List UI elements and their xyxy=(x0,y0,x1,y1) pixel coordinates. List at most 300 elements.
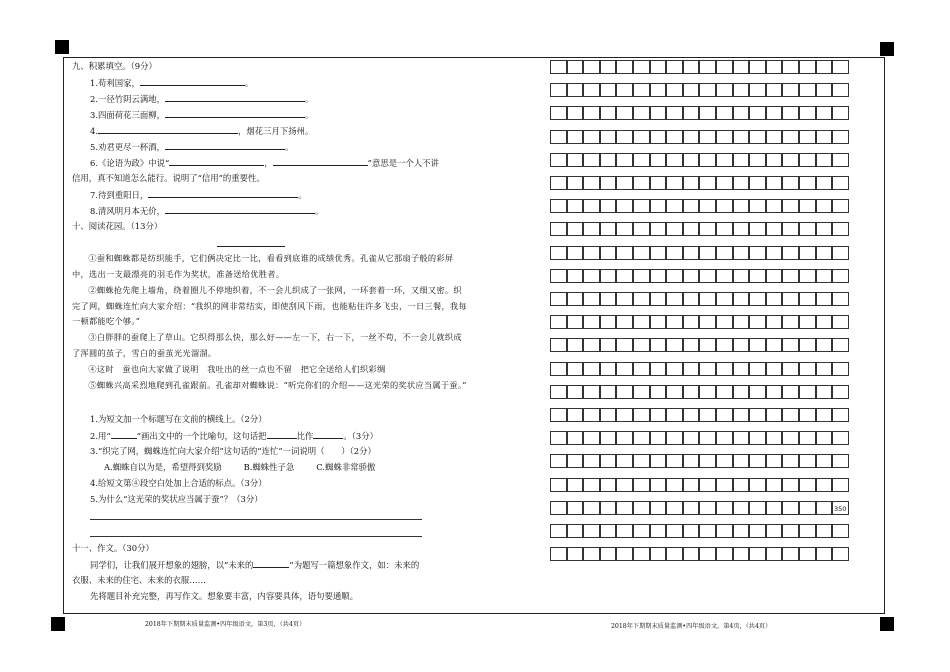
grid-cell[interactable] xyxy=(733,246,750,260)
grid-cell[interactable] xyxy=(616,338,633,352)
grid-cell[interactable] xyxy=(733,385,750,399)
grid-cell[interactable] xyxy=(733,362,750,376)
grid-cell[interactable] xyxy=(766,478,783,492)
grid-cell[interactable] xyxy=(782,176,799,190)
grid-cell[interactable] xyxy=(699,130,716,144)
grid-cell[interactable] xyxy=(782,130,799,144)
grid-cell[interactable] xyxy=(782,199,799,213)
grid-cell[interactable] xyxy=(799,246,816,260)
answer-line-2[interactable] xyxy=(90,536,422,537)
grid-cell[interactable] xyxy=(666,83,683,97)
grid-cell[interactable] xyxy=(799,338,816,352)
grid-cell[interactable] xyxy=(716,362,733,376)
grid-cell[interactable] xyxy=(716,60,733,74)
grid-cell[interactable] xyxy=(600,246,617,260)
grid-cell[interactable] xyxy=(699,176,716,190)
grid-cell[interactable] xyxy=(650,106,667,120)
grid-cell[interactable] xyxy=(716,338,733,352)
grid-cell[interactable] xyxy=(733,106,750,120)
grid-cell[interactable] xyxy=(766,246,783,260)
title-blank-line[interactable] xyxy=(217,235,285,252)
grid-cell[interactable] xyxy=(716,176,733,190)
grid-cell[interactable] xyxy=(650,315,667,329)
grid-cell[interactable] xyxy=(683,385,700,399)
grid-cell[interactable] xyxy=(799,315,816,329)
grid-cell[interactable] xyxy=(567,222,584,236)
grid-cell[interactable] xyxy=(749,547,766,561)
grid-cell[interactable] xyxy=(832,60,849,74)
grid-cell[interactable] xyxy=(550,83,567,97)
grid-cell[interactable] xyxy=(633,501,650,515)
grid-cell[interactable] xyxy=(799,478,816,492)
grid-cell[interactable] xyxy=(716,385,733,399)
grid-cell[interactable] xyxy=(650,246,667,260)
grid-cell[interactable] xyxy=(567,524,584,538)
grid-cell[interactable] xyxy=(832,385,849,399)
grid-cell[interactable] xyxy=(766,408,783,422)
grid-cell[interactable] xyxy=(716,199,733,213)
grid-cell[interactable] xyxy=(766,222,783,236)
grid-cell[interactable] xyxy=(583,222,600,236)
grid-cell[interactable] xyxy=(666,130,683,144)
grid-cell[interactable] xyxy=(567,60,584,74)
grid-cell[interactable] xyxy=(633,199,650,213)
grid-cell[interactable] xyxy=(666,408,683,422)
grid-cell[interactable] xyxy=(816,478,833,492)
grid-cell[interactable] xyxy=(600,408,617,422)
grid-cell[interactable] xyxy=(666,454,683,468)
grid-cell[interactable] xyxy=(567,385,584,399)
grid-cell[interactable] xyxy=(567,547,584,561)
grid-cell[interactable] xyxy=(683,60,700,74)
grid-cell[interactable] xyxy=(616,130,633,144)
grid-cell[interactable] xyxy=(816,222,833,236)
grid-cell[interactable] xyxy=(650,199,667,213)
grid-cell[interactable] xyxy=(716,547,733,561)
grid-cell[interactable] xyxy=(650,338,667,352)
grid-cell[interactable] xyxy=(567,408,584,422)
grid-cell[interactable] xyxy=(600,176,617,190)
grid-cell[interactable] xyxy=(733,222,750,236)
grid-cell[interactable] xyxy=(782,106,799,120)
grid-cell[interactable] xyxy=(799,547,816,561)
grid-cell[interactable] xyxy=(699,362,716,376)
grid-cell[interactable] xyxy=(699,106,716,120)
grid-cell[interactable] xyxy=(550,153,567,167)
grid-cell[interactable] xyxy=(799,501,816,515)
grid-cell[interactable] xyxy=(799,454,816,468)
grid-cell[interactable] xyxy=(699,408,716,422)
grid-cell[interactable] xyxy=(749,362,766,376)
grid-cell[interactable] xyxy=(683,176,700,190)
grid-cell[interactable] xyxy=(583,83,600,97)
grid-cell[interactable] xyxy=(832,547,849,561)
grid-cell[interactable] xyxy=(550,338,567,352)
grid-cell[interactable] xyxy=(583,385,600,399)
grid-cell[interactable] xyxy=(782,292,799,306)
grid-cell[interactable] xyxy=(633,106,650,120)
grid-cell[interactable] xyxy=(683,524,700,538)
grid-cell[interactable] xyxy=(567,269,584,283)
grid-cell[interactable] xyxy=(583,106,600,120)
grid-cell[interactable] xyxy=(749,338,766,352)
grid-cell[interactable] xyxy=(616,106,633,120)
grid-cell[interactable] xyxy=(699,292,716,306)
grid-cell[interactable] xyxy=(633,454,650,468)
grid-cell[interactable] xyxy=(799,385,816,399)
grid-cell[interactable] xyxy=(699,454,716,468)
grid-cell[interactable] xyxy=(633,338,650,352)
grid-cell[interactable] xyxy=(782,222,799,236)
grid-cell[interactable] xyxy=(683,338,700,352)
grid-cell[interactable] xyxy=(666,60,683,74)
grid-cell[interactable] xyxy=(766,269,783,283)
grid-cell[interactable] xyxy=(616,315,633,329)
grid-cell[interactable] xyxy=(733,269,750,283)
grid-cell[interactable] xyxy=(766,130,783,144)
grid-cell[interactable] xyxy=(766,199,783,213)
grid-cell[interactable] xyxy=(782,60,799,74)
grid-cell[interactable] xyxy=(749,478,766,492)
grid-cell[interactable] xyxy=(816,60,833,74)
grid-cell[interactable] xyxy=(733,292,750,306)
answer-blank[interactable] xyxy=(148,186,298,198)
grid-cell[interactable] xyxy=(749,408,766,422)
grid-cell[interactable] xyxy=(799,222,816,236)
grid-cell[interactable] xyxy=(716,269,733,283)
grid-cell[interactable] xyxy=(782,153,799,167)
grid-cell[interactable] xyxy=(633,478,650,492)
grid-cell[interactable] xyxy=(766,83,783,97)
grid-cell[interactable] xyxy=(799,408,816,422)
grid-cell[interactable] xyxy=(616,60,633,74)
grid-cell[interactable] xyxy=(567,315,584,329)
grid-cell[interactable] xyxy=(782,338,799,352)
grid-cell[interactable] xyxy=(799,199,816,213)
grid-cell[interactable] xyxy=(567,176,584,190)
grid-cell[interactable] xyxy=(782,385,799,399)
grid-cell[interactable] xyxy=(749,153,766,167)
grid-cell[interactable] xyxy=(699,246,716,260)
essay-title-blank[interactable] xyxy=(253,556,289,568)
grid-cell[interactable] xyxy=(816,83,833,97)
grid-cell[interactable] xyxy=(799,292,816,306)
grid-cell[interactable] xyxy=(550,501,567,515)
grid-cell[interactable] xyxy=(782,454,799,468)
grid-cell[interactable] xyxy=(683,408,700,422)
grid-cell[interactable] xyxy=(616,83,633,97)
option-c[interactable]: C.蜘蛛非常骄傲 xyxy=(316,462,376,472)
grid-cell[interactable] xyxy=(650,547,667,561)
grid-cell[interactable] xyxy=(567,362,584,376)
grid-cell[interactable] xyxy=(616,501,633,515)
grid-cell[interactable] xyxy=(550,176,567,190)
grid-cell[interactable] xyxy=(583,60,600,74)
grid-cell[interactable] xyxy=(650,83,667,97)
grid-cell[interactable] xyxy=(799,176,816,190)
grid-cell[interactable] xyxy=(699,315,716,329)
grid-cell[interactable] xyxy=(816,431,833,445)
grid-cell[interactable] xyxy=(583,431,600,445)
grid-cell[interactable] xyxy=(699,547,716,561)
grid-cell[interactable] xyxy=(666,431,683,445)
grid-cell[interactable] xyxy=(666,501,683,515)
grid-cell[interactable] xyxy=(666,292,683,306)
grid-cell[interactable] xyxy=(683,501,700,515)
grid-cell[interactable] xyxy=(567,292,584,306)
grid-cell[interactable] xyxy=(666,338,683,352)
grid-cell[interactable] xyxy=(600,106,617,120)
grid-cell[interactable] xyxy=(816,106,833,120)
grid-cell[interactable] xyxy=(583,130,600,144)
grid-cell[interactable] xyxy=(616,478,633,492)
answer-blank[interactable] xyxy=(267,427,297,439)
grid-cell[interactable] xyxy=(600,501,617,515)
grid-cell[interactable] xyxy=(633,547,650,561)
grid-cell[interactable] xyxy=(799,106,816,120)
grid-cell[interactable] xyxy=(766,454,783,468)
grid-cell[interactable] xyxy=(683,454,700,468)
grid-cell[interactable] xyxy=(699,153,716,167)
grid-cell[interactable] xyxy=(567,83,584,97)
grid-cell[interactable] xyxy=(633,292,650,306)
grid-cell[interactable] xyxy=(567,431,584,445)
grid-cell[interactable] xyxy=(799,362,816,376)
grid-cell[interactable] xyxy=(832,199,849,213)
grid-cell[interactable] xyxy=(832,222,849,236)
grid-cell[interactable] xyxy=(799,83,816,97)
grid-cell[interactable] xyxy=(782,431,799,445)
grid-cell[interactable] xyxy=(716,501,733,515)
grid-cell[interactable] xyxy=(782,408,799,422)
grid-cell[interactable] xyxy=(600,60,617,74)
grid-cell[interactable] xyxy=(550,315,567,329)
grid-cell[interactable] xyxy=(683,292,700,306)
grid-cell[interactable] xyxy=(699,478,716,492)
grid-cell[interactable] xyxy=(782,501,799,515)
grid-cell[interactable] xyxy=(583,292,600,306)
grid-cell[interactable] xyxy=(550,106,567,120)
grid-cell[interactable] xyxy=(600,478,617,492)
grid-cell[interactable] xyxy=(699,269,716,283)
grid-cell[interactable] xyxy=(550,385,567,399)
grid-cell[interactable] xyxy=(666,315,683,329)
grid-cell[interactable] xyxy=(816,269,833,283)
grid-cell[interactable] xyxy=(733,524,750,538)
grid-cell[interactable] xyxy=(699,60,716,74)
grid-cell[interactable] xyxy=(832,362,849,376)
grid-cell[interactable] xyxy=(816,246,833,260)
grid-cell[interactable] xyxy=(766,338,783,352)
grid-cell[interactable] xyxy=(567,454,584,468)
grid-cell[interactable] xyxy=(600,292,617,306)
answer-blank[interactable] xyxy=(217,235,285,247)
grid-cell[interactable] xyxy=(699,338,716,352)
grid-cell[interactable] xyxy=(766,547,783,561)
grid-cell[interactable] xyxy=(600,547,617,561)
grid-cell[interactable] xyxy=(699,199,716,213)
grid-cell[interactable] xyxy=(749,246,766,260)
grid-cell[interactable] xyxy=(600,454,617,468)
answer-blank[interactable] xyxy=(165,90,305,102)
grid-cell[interactable] xyxy=(782,547,799,561)
grid-cell[interactable] xyxy=(567,246,584,260)
answer-blank[interactable] xyxy=(140,74,245,86)
grid-cell[interactable] xyxy=(766,501,783,515)
grid-cell[interactable] xyxy=(666,222,683,236)
grid-cell[interactable] xyxy=(749,292,766,306)
grid-cell[interactable] xyxy=(716,246,733,260)
option-b[interactable]: B.蜘蛛性子急 xyxy=(243,462,295,472)
grid-cell[interactable] xyxy=(583,478,600,492)
grid-cell[interactable] xyxy=(683,547,700,561)
grid-cell[interactable] xyxy=(816,176,833,190)
grid-cell[interactable] xyxy=(733,199,750,213)
grid-cell[interactable] xyxy=(716,315,733,329)
grid-cell[interactable] xyxy=(650,269,667,283)
grid-cell[interactable] xyxy=(716,454,733,468)
grid-cell[interactable] xyxy=(832,106,849,120)
answer-blank[interactable] xyxy=(169,154,264,166)
grid-cell[interactable] xyxy=(650,176,667,190)
grid-cell[interactable] xyxy=(749,501,766,515)
grid-cell[interactable] xyxy=(816,199,833,213)
grid-cell[interactable] xyxy=(683,246,700,260)
grid-cell[interactable] xyxy=(633,385,650,399)
grid-cell[interactable] xyxy=(567,153,584,167)
grid-cell[interactable] xyxy=(782,362,799,376)
grid-cell[interactable] xyxy=(650,478,667,492)
grid-cell[interactable] xyxy=(550,199,567,213)
grid-cell[interactable] xyxy=(716,153,733,167)
grid-cell[interactable] xyxy=(766,60,783,74)
answer-blank[interactable] xyxy=(111,427,137,439)
grid-cell[interactable] xyxy=(600,315,617,329)
grid-cell[interactable] xyxy=(816,292,833,306)
grid-cell[interactable] xyxy=(832,83,849,97)
grid-cell[interactable] xyxy=(650,292,667,306)
grid-cell[interactable] xyxy=(633,176,650,190)
grid-cell[interactable] xyxy=(683,431,700,445)
answer-blank[interactable] xyxy=(313,427,343,439)
grid-cell[interactable] xyxy=(666,246,683,260)
grid-cell[interactable] xyxy=(550,292,567,306)
grid-cell[interactable] xyxy=(799,269,816,283)
grid-cell[interactable] xyxy=(716,478,733,492)
grid-cell[interactable] xyxy=(782,246,799,260)
grid-cell[interactable] xyxy=(816,454,833,468)
grid-cell[interactable] xyxy=(600,153,617,167)
grid-cell[interactable] xyxy=(550,408,567,422)
grid-cell[interactable] xyxy=(766,385,783,399)
grid-cell[interactable] xyxy=(816,130,833,144)
grid-cell[interactable] xyxy=(550,478,567,492)
grid-cell[interactable] xyxy=(749,431,766,445)
grid-cell[interactable] xyxy=(733,454,750,468)
grid-cell[interactable] xyxy=(832,408,849,422)
grid-cell[interactable] xyxy=(650,454,667,468)
answer-blank[interactable] xyxy=(273,154,368,166)
grid-cell[interactable] xyxy=(832,269,849,283)
grid-cell[interactable] xyxy=(650,524,667,538)
grid-cell[interactable] xyxy=(633,362,650,376)
grid-cell[interactable] xyxy=(716,408,733,422)
grid-cell[interactable] xyxy=(766,524,783,538)
grid-cell[interactable] xyxy=(749,315,766,329)
grid-cell[interactable] xyxy=(600,199,617,213)
grid-cell[interactable] xyxy=(550,362,567,376)
grid-cell[interactable] xyxy=(666,106,683,120)
grid-cell[interactable] xyxy=(666,385,683,399)
grid-cell[interactable] xyxy=(749,199,766,213)
grid-cell[interactable] xyxy=(716,524,733,538)
grid-cell[interactable] xyxy=(600,524,617,538)
grid-cell[interactable] xyxy=(832,338,849,352)
grid-cell[interactable] xyxy=(633,60,650,74)
grid-cell[interactable] xyxy=(733,547,750,561)
option-a[interactable]: A.蜘蛛自以为是，希望得到奖励 xyxy=(104,462,222,472)
grid-cell[interactable] xyxy=(600,431,617,445)
grid-cell[interactable] xyxy=(583,176,600,190)
grid-cell[interactable] xyxy=(766,362,783,376)
grid-cell[interactable] xyxy=(600,269,617,283)
grid-cell[interactable] xyxy=(733,315,750,329)
grid-cell[interactable] xyxy=(733,60,750,74)
grid-cell[interactable] xyxy=(567,338,584,352)
grid-cell[interactable] xyxy=(567,130,584,144)
grid-cell[interactable] xyxy=(600,222,617,236)
grid-cell[interactable] xyxy=(749,176,766,190)
grid-cell[interactable] xyxy=(782,524,799,538)
grid-cell[interactable] xyxy=(650,153,667,167)
grid-cell[interactable] xyxy=(749,269,766,283)
grid-cell[interactable] xyxy=(699,83,716,97)
grid-cell[interactable] xyxy=(550,547,567,561)
grid-cell[interactable] xyxy=(799,153,816,167)
answer-line-1[interactable] xyxy=(90,519,422,520)
grid-cell[interactable] xyxy=(550,222,567,236)
grid-cell[interactable] xyxy=(550,524,567,538)
grid-cell[interactable] xyxy=(666,199,683,213)
grid-cell[interactable] xyxy=(749,524,766,538)
grid-cell[interactable] xyxy=(832,153,849,167)
grid-cell[interactable] xyxy=(733,431,750,445)
grid-cell[interactable] xyxy=(766,106,783,120)
grid-cell[interactable] xyxy=(733,176,750,190)
grid-cell[interactable] xyxy=(567,501,584,515)
grid-cell[interactable] xyxy=(650,385,667,399)
grid-cell[interactable] xyxy=(816,408,833,422)
grid-cell[interactable] xyxy=(699,501,716,515)
grid-cell[interactable] xyxy=(832,130,849,144)
grid-cell[interactable] xyxy=(716,292,733,306)
grid-cell[interactable] xyxy=(616,246,633,260)
grid-cell[interactable] xyxy=(600,130,617,144)
grid-cell[interactable] xyxy=(550,60,567,74)
grid-cell[interactable] xyxy=(832,292,849,306)
grid-cell[interactable] xyxy=(733,153,750,167)
grid-cell[interactable] xyxy=(550,454,567,468)
grid-cell[interactable] xyxy=(816,501,833,515)
grid-cell[interactable] xyxy=(733,130,750,144)
grid-cell[interactable] xyxy=(666,478,683,492)
answer-blank[interactable] xyxy=(165,138,285,150)
grid-cell[interactable] xyxy=(567,199,584,213)
grid-cell[interactable] xyxy=(583,246,600,260)
answer-blank[interactable] xyxy=(165,106,305,118)
grid-cell[interactable] xyxy=(816,362,833,376)
grid-cell[interactable] xyxy=(816,338,833,352)
